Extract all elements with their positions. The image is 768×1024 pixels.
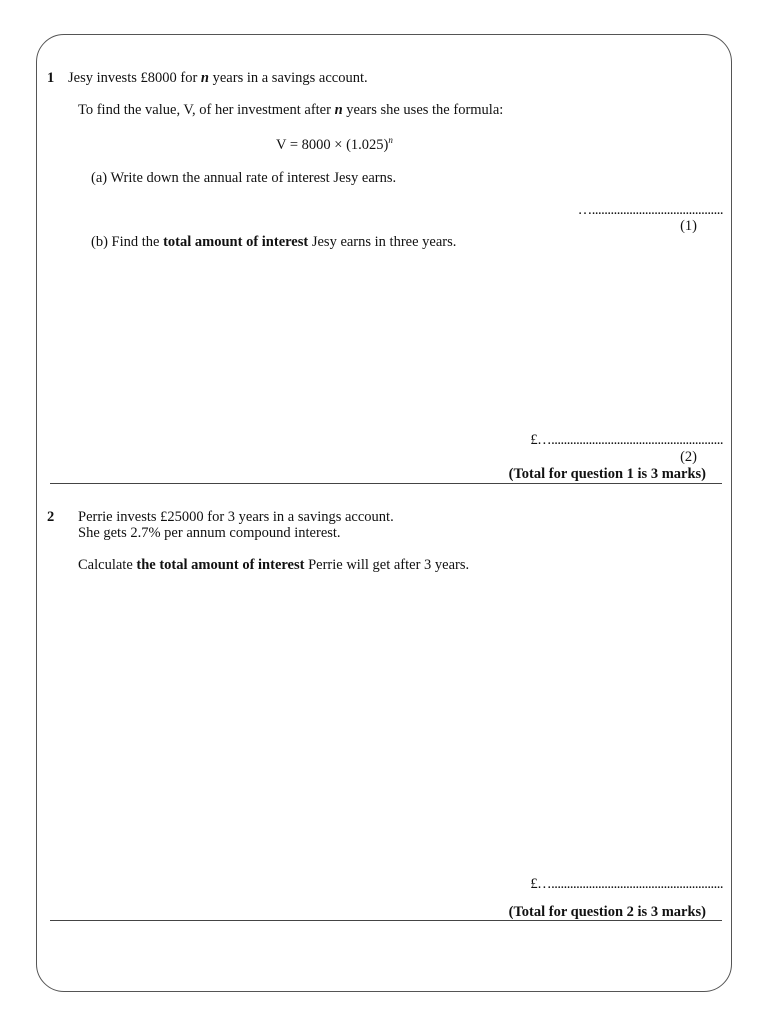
part-b-answer-line[interactable]: £….......................................................	[530, 432, 723, 448]
question-1-formula: $V = 8000 \times (1.025)^n$	[276, 135, 393, 153]
part-b-marks: (2)	[680, 449, 697, 465]
question-1-number: 1	[47, 70, 55, 86]
part-a-answer-line[interactable]: …..........................................	[577, 202, 723, 218]
question-2-line-1: Perrie invests £25000 for 3 years in a savings account.	[78, 509, 394, 525]
question-1-part-a: (a) Write down the annual rate of interest Jesy earns.	[91, 170, 397, 186]
question-1-intro: Jesy invests £8000 for n years in a savings account.	[68, 70, 368, 86]
question-1-total: (Total for question 1 is 3 marks)	[508, 466, 706, 482]
question-1-part-b: (b) Find the total amount of interest Jesy earns in three years.	[91, 234, 457, 250]
question-1-formula-intro: To find the value, V, of her investment after n years she uses the formula:	[78, 102, 504, 118]
question-2-answer-line[interactable]: £….......................................................	[530, 876, 723, 892]
question-2-number: 2	[47, 509, 55, 525]
part-a-marks: (1)	[680, 218, 697, 234]
question-1-divider	[50, 483, 722, 484]
question-2-divider	[50, 920, 722, 921]
question-2-line-2: She gets 2.7% per annum compound interest.	[78, 525, 341, 541]
question-2-total: (Total for question 2 is 3 marks)	[508, 904, 706, 920]
question-2-prompt: Calculate the total amount of interest Perrie will get after 3 years.	[78, 557, 470, 573]
